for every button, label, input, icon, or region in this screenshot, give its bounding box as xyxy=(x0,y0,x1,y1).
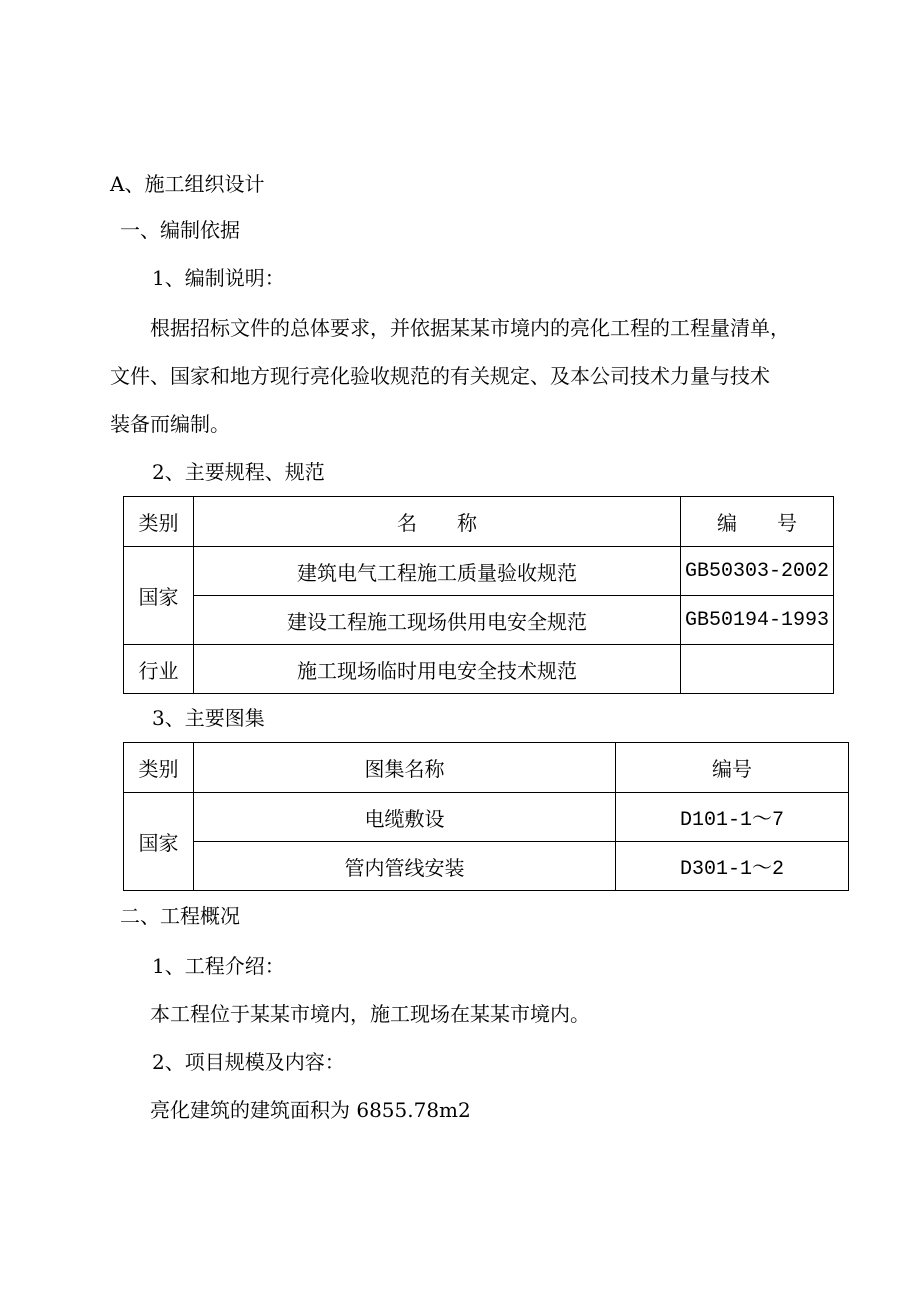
subheading-description: 1、编制说明： xyxy=(152,266,285,290)
paragraph-area: 亮化建筑的建筑面积为 6855.78m2 xyxy=(150,1098,471,1122)
standard-code: GB50194-1993 xyxy=(681,596,834,645)
table-row xyxy=(124,547,834,596)
category-cell: 国家 xyxy=(124,793,194,891)
paragraph-line: 文件、国家和地方现行亮化验收规范的有关规定、及本公司技术力量与技术 xyxy=(110,364,770,388)
standard-name: 施工现场临时用电安全技术规范 xyxy=(194,645,681,694)
heading-overview: 二、工程概况 xyxy=(120,904,240,928)
atlas-name: 管内管线安装 xyxy=(194,842,616,891)
paragraph-line: 根据招标文件的总体要求，并依据某某市境内的亮化工程的工程量清单， xyxy=(150,316,790,340)
paragraph-intro: 本工程位于某某市境内，施工现场在某某市境内。 xyxy=(150,1002,590,1026)
column-header: 名 称 xyxy=(194,497,681,547)
table-row xyxy=(124,793,849,842)
column-header: 编号 xyxy=(616,743,849,793)
subheading-atlas: 3、主要图集 xyxy=(152,706,265,730)
category-cell: 行业 xyxy=(124,645,194,694)
heading-basis: 一、编制依据 xyxy=(120,218,240,242)
column-header: 图集名称 xyxy=(194,743,616,793)
table-row xyxy=(124,596,834,645)
category-cell: 国家 xyxy=(124,547,194,645)
table-header-row xyxy=(124,497,834,547)
section-title: A、施工组织设计 xyxy=(110,172,265,196)
table-row xyxy=(124,842,849,891)
paragraph-line: 装备而编制。 xyxy=(110,412,230,436)
standard-name: 建筑电气工程施工质量验收规范 xyxy=(194,547,681,596)
table-header-row xyxy=(124,743,849,793)
table-row xyxy=(124,645,834,694)
column-header: 类别 xyxy=(124,743,194,793)
standard-code: GB50303-2002 xyxy=(681,547,834,596)
subheading-intro: 1、工程介绍： xyxy=(152,954,285,978)
subheading-scale: 2、项目规模及内容： xyxy=(152,1050,345,1074)
standard-name: 建设工程施工现场供用电安全规范 xyxy=(194,596,681,645)
subheading-standards: 2、主要规程、规范 xyxy=(152,460,325,484)
atlas-code: D101-1～7 xyxy=(616,793,849,842)
standards-table xyxy=(123,496,834,694)
atlas-table xyxy=(123,742,849,891)
atlas-code: D301-1～2 xyxy=(616,842,849,891)
standard-code xyxy=(681,645,834,694)
column-header: 编 号 xyxy=(681,497,834,547)
atlas-name: 电缆敷设 xyxy=(194,793,616,842)
column-header: 类别 xyxy=(124,497,194,547)
